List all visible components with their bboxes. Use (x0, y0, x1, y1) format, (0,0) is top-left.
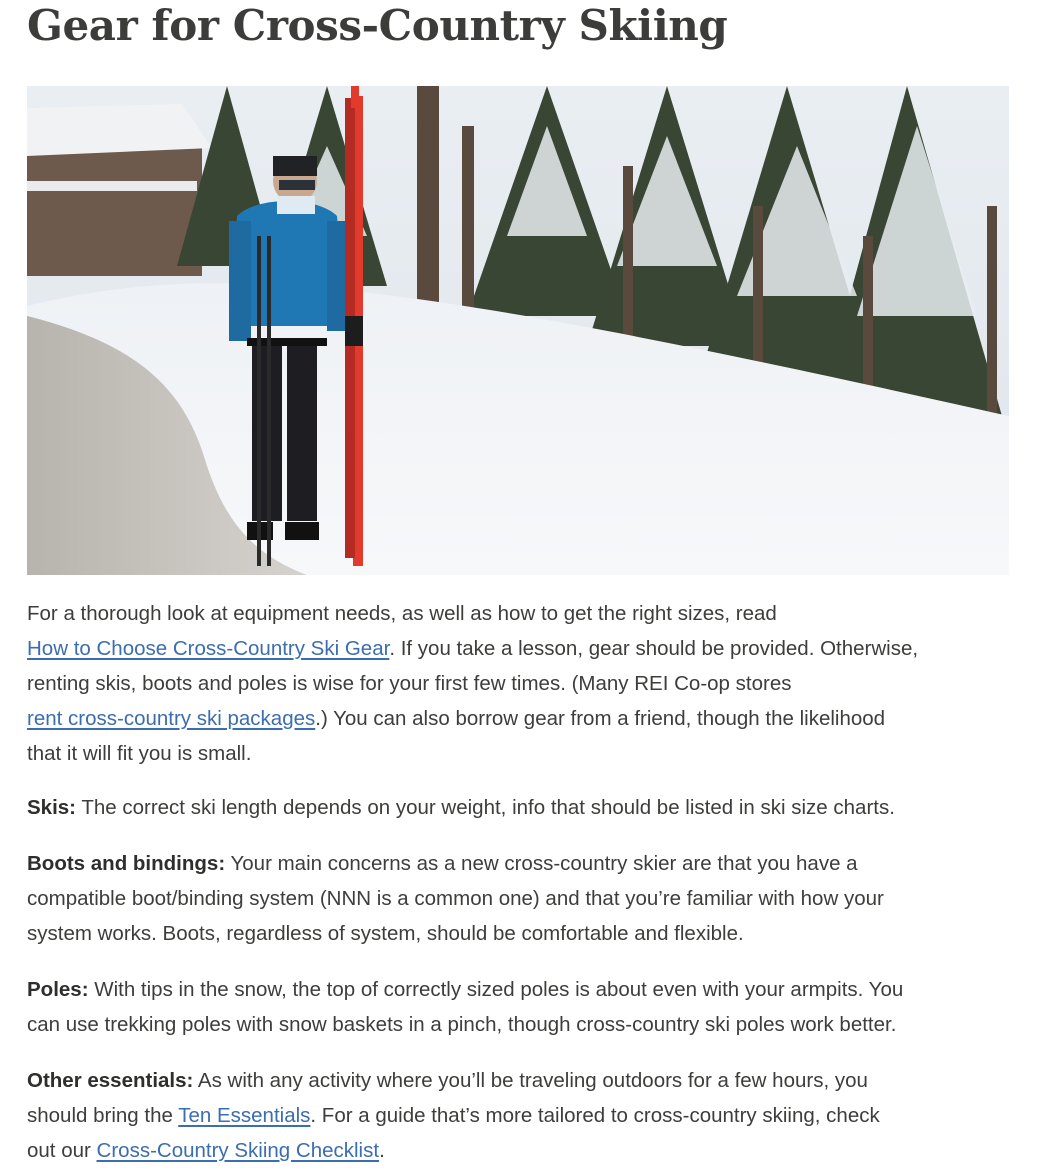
skis-label: Skis: (27, 796, 76, 819)
ten-essentials-link[interactable]: Ten Essentials (178, 1104, 311, 1127)
intro-line-2: How to Choose Cross-Country Ski Gear. If you take a lesson, gear should be provided. Otherwise, (27, 637, 919, 660)
skis-paragraph (27, 790, 1017, 825)
skis-line (27, 790, 1017, 825)
poles-line-1: Poles: With tips in the snow, the top of correctly sized poles is about even with your armpits. You (27, 978, 904, 1001)
other-essentials-paragraph (27, 1063, 1017, 1168)
boots-line-3: system works. Boots, regardless of system, should be comfortable and flexible. (27, 922, 744, 945)
article-title: Gear for Cross-Country Skiing (27, 1, 728, 50)
rent-packages-link[interactable]: rent cross-country ski packages (27, 707, 316, 730)
boots-line-1: Boots and bindings: Your main concerns as a new cross-country skier are that you have a (27, 852, 858, 875)
skis-text: The correct ski length depends on your weight, info that should be listed in ski size charts. (76, 796, 895, 819)
intro-line-4: rent cross-country ski packages.) You can also borrow gear from a friend, though the likelihood (27, 707, 886, 730)
poles-line-2: can use trekking poles with snow baskets in a pinch, though cross-country ski poles work better. (27, 1013, 897, 1036)
poles-paragraph (27, 972, 1017, 1042)
other-label: Other essentials: (27, 1069, 194, 1092)
intro-line-3: renting skis, boots and poles is wise for your first few times. (Many REI Co-op stores (27, 672, 792, 695)
poles-label: Poles: (27, 978, 89, 1001)
other-line-3: out our Cross-Country Skiing Checklist. (27, 1139, 385, 1162)
how-to-choose-gear-link[interactable]: How to Choose Cross-Country Ski Gear (27, 637, 390, 660)
other-line-2: should bring the Ten Essentials. For a guide that’s more tailored to cross-country skiing, check (27, 1104, 880, 1127)
hero-image (27, 86, 1009, 575)
boots-paragraph (27, 846, 1017, 951)
intro-line-5: that it will fit you is small. (27, 742, 252, 765)
intro-line-1: For a thorough look at equipment needs, as well as how to get the right sizes, read (27, 602, 777, 625)
checklist-link[interactable]: Cross-Country Skiing Checklist (96, 1139, 380, 1162)
intro-paragraph (27, 596, 1017, 771)
boots-label: Boots and bindings: (27, 852, 226, 875)
other-line-1: Other essentials: As with any activity where you’ll be traveling outdoors for a few hours, you (27, 1069, 868, 1092)
boots-line-2: compatible boot/binding system (NNN is a common one) and that you’re familiar with how your (27, 887, 884, 910)
